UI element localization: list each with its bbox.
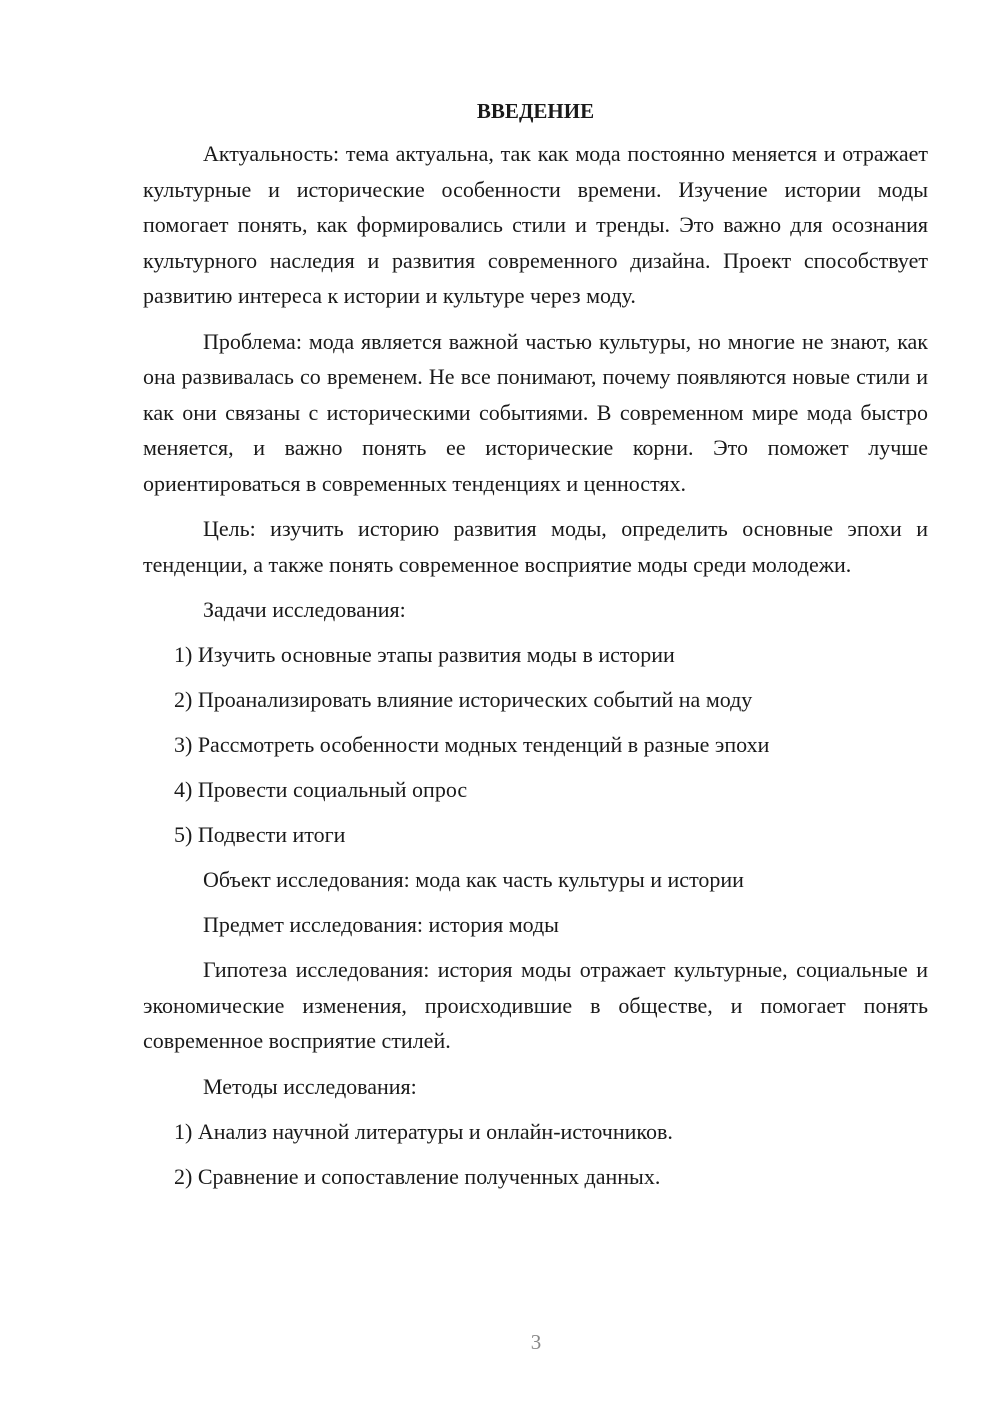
- hypothesis-paragraph: Гипотеза исследования: история моды отражает культурные, социальные и экономические изменения, происходившие в обществе, и помогает понять современное восприятие стилей.: [143, 957, 928, 1053]
- method-item: 2) Сравнение и сопоставление полученных данных.: [174, 1163, 661, 1189]
- object-line: Объект исследования: мода как часть культуры и истории: [203, 867, 744, 892]
- goal-paragraph: Цель: изучить историю развития моды, определить основные эпохи и тенденции, а также понять современное восприятие моды среди молодежи.: [143, 516, 928, 577]
- page-title: ВВЕДЕНИЕ: [476, 99, 595, 123]
- task-item: 2) Проанализировать влияние исторических событий на моду: [174, 687, 753, 712]
- document-page: [143, 96, 928, 1204]
- method-item: 1) Анализ научной литературы и онлайн-источников.: [174, 1118, 673, 1144]
- relevance-paragraph: Актуальность: тема актуальна, так как мода постоянно меняется и отражает культурные и исторические особенности времени. Изучение истории моды помогает понять, как формировались стили и тренды. Это важно для осознания культурного наследия и развития современного дизайна. Проект способствует развитию интереса к истории и культуре через моду.: [143, 141, 928, 308]
- methods-heading: Методы исследования:: [203, 1073, 417, 1099]
- task-item: 5) Подвести итоги: [174, 822, 346, 847]
- page-number: 3: [530, 1330, 542, 1354]
- task-item: 3) Рассмотреть особенности модных тенденций в разные эпохи: [174, 732, 770, 757]
- problem-paragraph: Проблема: мода является важной частью культуры, но многие не знают, как она развивалась со временем. Не все понимают, почему появляются новые стили и как они связаны с историческими событиями. В современном мире мода быстро меняется, и важно понять ее исторические корни. Это поможет лучше ориентироваться в современных тенденциях и ценностях.: [143, 328, 928, 496]
- subject-line: Предмет исследования: история моды: [203, 912, 559, 937]
- task-item: 1) Изучить основные этапы развития моды в истории: [174, 642, 675, 667]
- tasks-heading: Задачи исследования:: [203, 597, 406, 622]
- task-item: 4) Провести социальный опрос: [174, 777, 468, 802]
